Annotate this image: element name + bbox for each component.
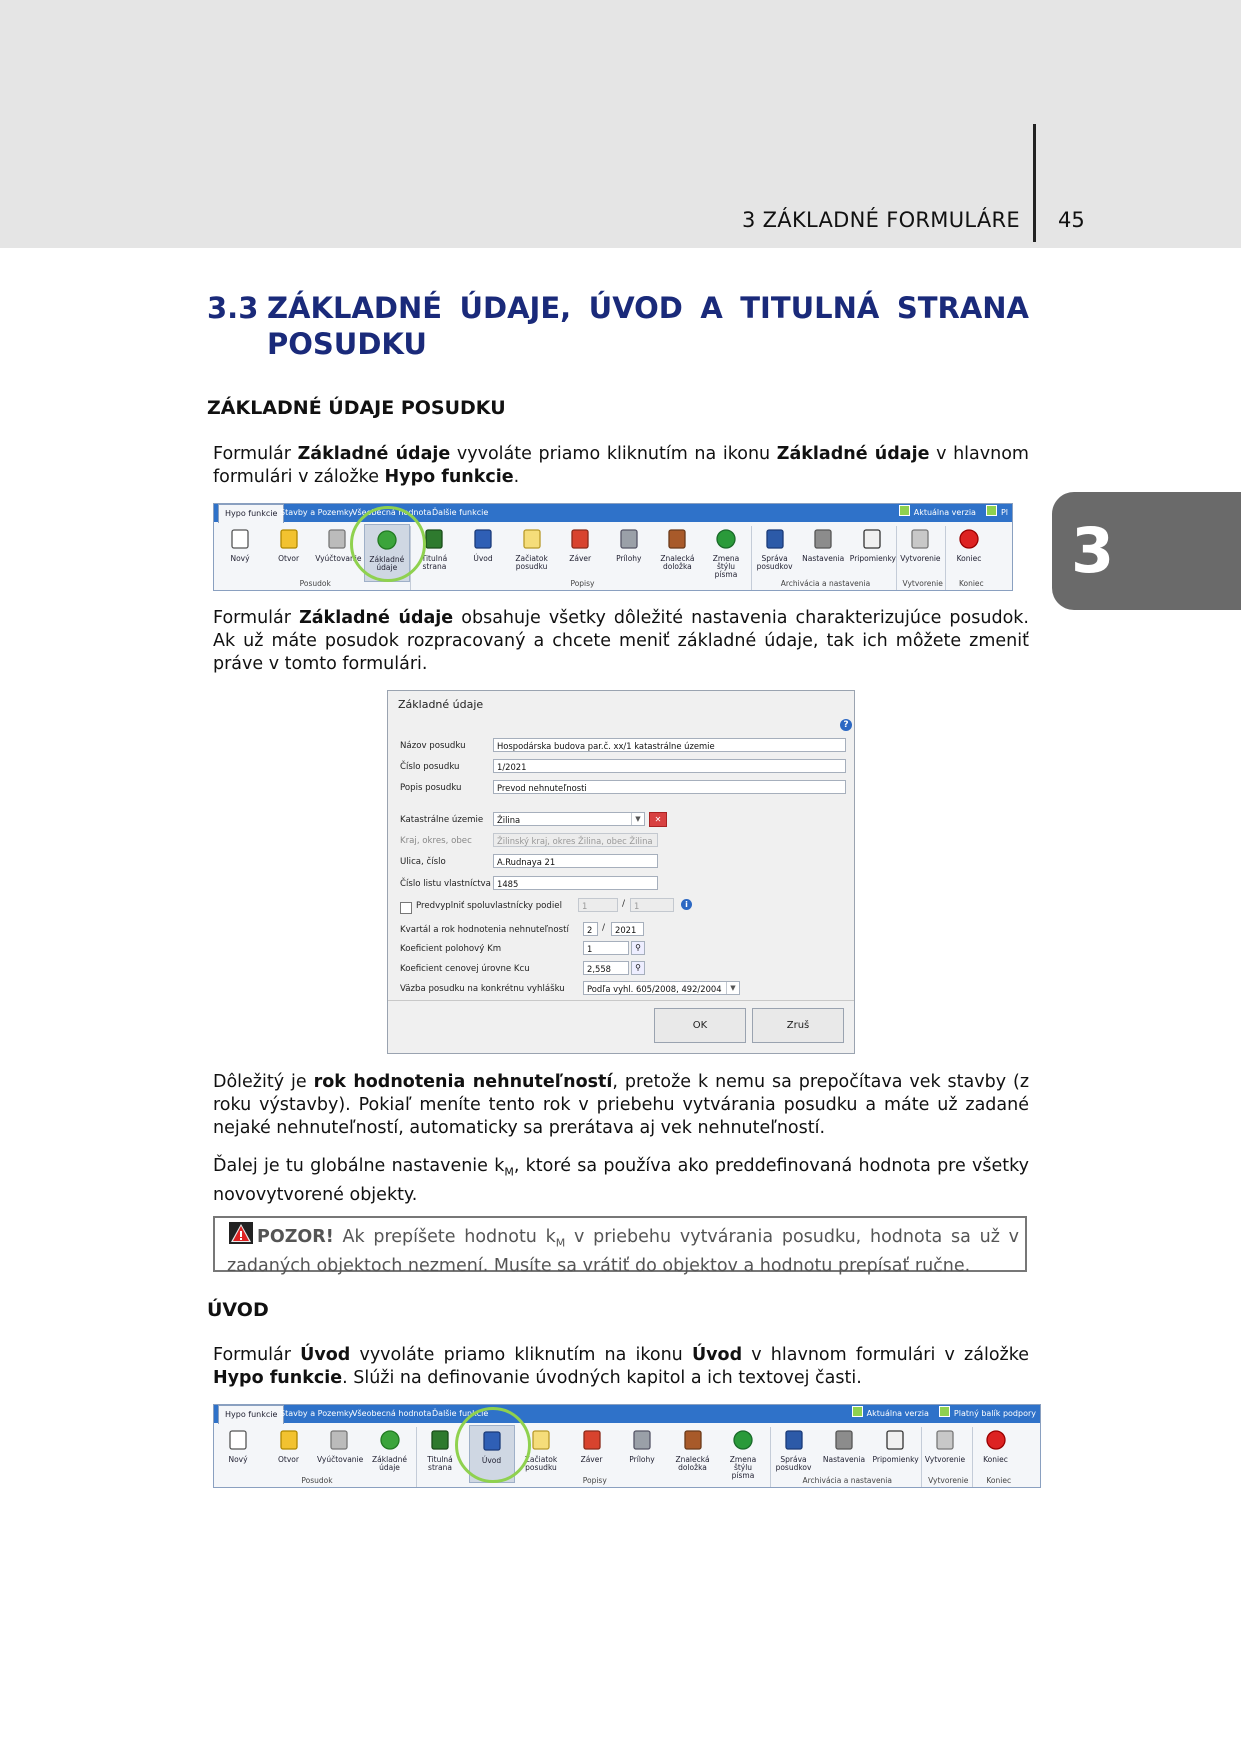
save-icon xyxy=(764,528,786,550)
save-icon xyxy=(783,1429,805,1451)
ribbon-button-9[interactable]: Prílohy xyxy=(620,1425,664,1481)
new-document-icon xyxy=(227,1429,249,1451)
label-nazov-posudku: Názov posudku xyxy=(400,741,466,751)
checkbox-predvyplnit-podiel[interactable] xyxy=(400,902,412,914)
stop-icon xyxy=(958,528,980,550)
ribbon-button-14[interactable]: Pripomienky xyxy=(873,1425,917,1481)
paperclip-icon xyxy=(618,528,640,550)
ribbon-tab-bar xyxy=(214,1405,1040,1423)
warning-box xyxy=(213,1216,1027,1276)
notepad-icon xyxy=(521,528,543,550)
ribbon-button-15[interactable]: Vytvorenie xyxy=(923,1425,967,1481)
ribbon-tab-4[interactable]: Ďalšie funkcie xyxy=(432,1409,489,1418)
envelope-icon xyxy=(326,528,348,550)
label-kvartal-rok: Kvartál a rok hodnotenia nehnuteľností xyxy=(400,925,569,935)
chevron-down-icon: ▼ xyxy=(631,813,644,825)
ribbon-button-12[interactable]: Správa posudkov xyxy=(772,1425,816,1481)
ribbon-group-label: Vytvorenie xyxy=(902,579,943,588)
ribbon-button-16[interactable]: Koniec xyxy=(974,1425,1018,1481)
printer-icon xyxy=(909,528,931,550)
ribbon-button-5[interactable]: Titulná strana xyxy=(412,524,456,580)
label-popis-posudku: Popis posudku xyxy=(400,783,462,793)
label-ulica-cislo: Ulica, číslo xyxy=(400,857,446,867)
refresh-icon xyxy=(715,528,737,550)
ribbon-button-6[interactable]: Úvod xyxy=(469,1425,515,1483)
input-podiel-menovatel: 1 xyxy=(630,898,674,912)
ribbon-button-12[interactable]: Správa posudkov xyxy=(753,524,797,580)
dialog-title: Základné údaje xyxy=(398,698,484,711)
stamp-icon xyxy=(682,1429,704,1451)
ribbon-group-divider xyxy=(770,1427,771,1488)
subheading-uvod: ÚVOD xyxy=(207,1299,269,1321)
ribbon-button-10[interactable]: Znalecká doložka xyxy=(671,1425,715,1481)
ribbon-group-label: Posudok xyxy=(299,579,331,588)
ribbon-group-divider xyxy=(751,526,752,590)
ribbon-button-13[interactable]: Nastavenia xyxy=(822,1425,866,1481)
kvartal-slash: / xyxy=(602,923,606,933)
ribbon-status-item[interactable]: Platný balík podpory xyxy=(953,1409,1036,1418)
input-koeficient-km[interactable]: 1 xyxy=(583,941,629,955)
ribbon-group-divider xyxy=(972,1427,973,1488)
ribbon-tab-1[interactable]: Hypo funkcie xyxy=(218,1405,284,1424)
page-number: 45 xyxy=(1058,208,1085,232)
red-pen-icon xyxy=(581,1429,603,1451)
ribbon-button-7[interactable]: Začiatok posudku xyxy=(510,524,554,580)
ribbon-group-label: Vytvorenie xyxy=(928,1476,969,1485)
refresh-icon xyxy=(732,1429,754,1451)
wrench-icon xyxy=(833,1429,855,1451)
input-koeficient-kcu[interactable]: 2,558 xyxy=(583,961,629,975)
ribbon-group-label: Archivácia a nastavenia xyxy=(802,1476,892,1485)
ribbon-button-1[interactable]: Nový xyxy=(216,1425,260,1481)
ribbon-status-item[interactable]: Pl xyxy=(1000,508,1008,517)
label-cislo-lv: Číslo listu vlastníctva xyxy=(400,879,491,889)
pen-icon xyxy=(472,528,494,550)
ribbon-tab-2[interactable]: Stavby a Pozemky xyxy=(280,508,354,517)
section-title-line2: POSUDKU xyxy=(267,327,427,361)
paragraph-3: Dôležitý je rok hodnotenia nehnuteľností, pretože k nemu sa prepočítava vek stavby (z roku výstavby). Pokiaľ meníte tento rok v priebehu vytvárania posudku a máte už zadané nejaké nehnuteľností, automaticky sa prerátava aj vek nehnuteľností. xyxy=(213,1072,1029,1138)
chapter-thumb-tab xyxy=(1052,492,1241,610)
checkbox-icon xyxy=(986,505,997,516)
ribbon-group-label: Posudok xyxy=(301,1476,333,1485)
book-icon xyxy=(429,1429,451,1451)
ribbon-button-8[interactable]: Záver xyxy=(558,524,602,580)
ribbon-status-area xyxy=(889,504,1008,522)
paragraph-5: Formulár Úvod vyvoláte priamo kliknutím na ikonu Úvod v hlavnom formulári v záložke Hypo funkcie. Slúži na definovanie úvodných kapitol a ich textovej časti. xyxy=(213,1345,1029,1388)
select-katastralne-uzemie[interactable]: Žilina ▼ xyxy=(493,812,645,826)
ribbon-button-9[interactable]: Prílohy xyxy=(607,524,651,580)
label-katastralne-uzemie: Katastrálne územie xyxy=(400,815,484,825)
stamp-icon xyxy=(666,528,688,550)
printer-icon xyxy=(934,1429,956,1451)
ribbon-button-2[interactable]: Otvor xyxy=(267,1425,311,1481)
envelope-icon xyxy=(328,1429,350,1451)
chevron-down-icon: ▼ xyxy=(726,982,739,994)
folder-open-icon xyxy=(278,1429,300,1451)
dialog-separator xyxy=(388,1000,854,1001)
checkbox-icon xyxy=(899,505,910,516)
ribbon-screenshot-2 xyxy=(213,1404,1041,1488)
zakladne-udaje-dialog xyxy=(387,690,855,1054)
wrench-icon xyxy=(812,528,834,550)
ribbon-button-8[interactable]: Záver xyxy=(570,1425,614,1481)
ribbon-button-3[interactable]: Vyúčtovanie xyxy=(315,524,359,580)
ribbon-button-16[interactable]: Koniec xyxy=(947,524,991,580)
ribbon-tab-3[interactable]: Všeobecná hodnota xyxy=(352,508,432,517)
clear-icon[interactable]: ✕ xyxy=(649,812,667,827)
ribbon-button-11[interactable]: Zmena štýlu písma xyxy=(721,1425,765,1481)
search-icon[interactable]: ⚲ xyxy=(631,941,645,955)
ribbon-group-label: Popisy xyxy=(582,1476,607,1485)
red-pen-icon xyxy=(569,528,591,550)
ribbon-button-2[interactable]: Otvor xyxy=(267,524,311,580)
ribbon-button-10[interactable]: Znalecká doložka xyxy=(655,524,699,580)
paperclip-icon xyxy=(631,1429,653,1451)
paragraph-2: Formulár Základné údaje obsahuje všetky dôležité nastavenia charakterizujúce posudok. Ak už máte posudok rozpracovaný a chcete meniť základné údaje, tak ich môžete zmeniť práve v tomto formulári. xyxy=(213,608,1029,674)
input-rok-hodnotenia[interactable]: 2021 xyxy=(611,922,644,936)
ribbon-button-3[interactable]: Vyúčtovanie xyxy=(317,1425,361,1481)
label-cislo-posudku: Číslo posudku xyxy=(400,762,460,772)
ribbon-button-4[interactable]: Základné údaje xyxy=(364,524,410,582)
ribbon-button-5[interactable]: Titulná strana xyxy=(418,1425,462,1481)
header-divider xyxy=(1033,124,1036,242)
warning-text: POZOR! Ak prepíšete hodnotu $k_M$ v priebehu vytvárania posudku, hodnota sa už v zadaných objektoch nezmení. Musíte sa vrátiť do objektov a hodnotu prepísať ručne. xyxy=(227,1227,1019,1276)
input-cislo-posudku[interactable]: 1/2021 xyxy=(493,759,846,773)
help-icon[interactable]: ? xyxy=(840,719,852,731)
label-koeficient-km: Koeficient polohový Km xyxy=(400,944,502,954)
ribbon-status-item[interactable]: Aktuálna verzia xyxy=(866,1409,929,1418)
ribbon-group-divider xyxy=(945,526,946,590)
running-header-chapter: 3 ZÁKLADNÉ FORMULÁRE xyxy=(741,208,1020,232)
ribbon-group-divider xyxy=(896,526,897,590)
subheading-zakladne-udaje: ZÁKLADNÉ ÚDAJE POSUDKU xyxy=(207,397,506,419)
fraction-slash: / xyxy=(622,899,626,909)
ribbon-button-11[interactable]: Zmena štýlu písma xyxy=(704,524,748,580)
new-document-icon xyxy=(229,528,251,550)
ribbon-tab-bar xyxy=(214,504,1012,522)
ribbon-group-label: Popisy xyxy=(570,579,595,588)
page-header-band xyxy=(0,0,1241,248)
label-koeficient-kcu: Koeficient cenovej úrovne Kcu xyxy=(400,964,530,974)
ribbon-group-divider xyxy=(416,1427,417,1488)
section-number: 3.3 xyxy=(207,291,259,325)
paragraph-4: Ďalej je tu globálne nastavenie $k_M$, ktoré sa používa ako preddefinovaná hodnota pre všetky novovytvorené objekty. xyxy=(213,1156,1029,1205)
ribbon-group-divider xyxy=(921,1427,922,1488)
green-highlight-circle xyxy=(350,506,426,582)
ribbon-button-7[interactable]: Začiatok posudku xyxy=(519,1425,563,1481)
notepad-icon xyxy=(530,1429,552,1451)
ribbon-button-14[interactable]: Pripomienky xyxy=(850,524,894,580)
ribbon-group-label: Koniec xyxy=(958,579,984,588)
label-vazba-vyhlaska: Väzba posudku na konkrétnu vyhlášku xyxy=(400,984,565,994)
input-nazov-posudku[interactable]: Hospodárska budova par.č. xx/1 katastrálne územie xyxy=(493,738,846,752)
input-kraj-okres-obec: Žilinský kraj, okres Žilina, obec Žilina xyxy=(493,833,658,847)
ribbon-status-area xyxy=(842,1405,1036,1423)
chapter-thumb-label: 3 xyxy=(1071,514,1115,587)
ribbon-status-item[interactable]: Aktuálna verzia xyxy=(913,508,976,517)
ribbon-button-1[interactable]: Nový xyxy=(218,524,262,580)
ok-button[interactable]: OK xyxy=(654,1008,746,1043)
input-cislo-lv[interactable]: 1485 xyxy=(493,876,658,890)
cancel-button[interactable]: Zruš xyxy=(752,1008,844,1043)
select-vazba-vyhlaska[interactable]: Podľa vyhl. 605/2008, 492/2004 ▼ xyxy=(583,981,740,995)
input-kvartal[interactable]: 2 xyxy=(583,922,598,936)
checkbox-icon xyxy=(852,1406,863,1417)
calendar-icon xyxy=(884,1429,906,1451)
ribbon-button-6[interactable]: Úvod xyxy=(461,524,505,580)
ribbon-button-4[interactable]: Základné údaje xyxy=(368,1425,412,1481)
label-kraj-okres-obec: Kraj, okres, obec xyxy=(400,836,472,846)
green-highlight-circle xyxy=(455,1407,531,1483)
ribbon-tab-1[interactable]: Hypo funkcie xyxy=(218,504,284,523)
ribbon-tab-4[interactable]: Ďalšie funkcie xyxy=(432,508,489,517)
book-icon xyxy=(423,528,445,550)
ribbon-tab-3[interactable]: Všeobecná hodnota xyxy=(352,1409,432,1418)
label-predvyplnit-podiel: Predvyplniť spoluvlastnícky podiel xyxy=(416,901,562,911)
input-podiel-citatel: 1 xyxy=(578,898,618,912)
ribbon-tab-2[interactable]: Stavby a Pozemky xyxy=(280,1409,354,1418)
calendar-icon xyxy=(861,528,883,550)
search-icon[interactable]: ⚲ xyxy=(631,961,645,975)
ribbon-group-label: Archivácia a nastavenia xyxy=(780,579,871,588)
paragraph-1: Formulár Základné údaje vyvoláte priamo kliknutím na ikonu Základné údaje v hlavnom formulári v záložke Hypo funkcie. xyxy=(213,444,1029,487)
ribbon-screenshot-1 xyxy=(213,503,1013,591)
input-popis-posudku[interactable]: Prevod nehnuteľnosti xyxy=(493,780,846,794)
input-ulica-cislo[interactable]: A.Rudnaya 21 xyxy=(493,854,658,868)
ribbon-button-15[interactable]: Vytvorenie xyxy=(898,524,942,580)
ribbon-group-label: Koniec xyxy=(986,1476,1012,1485)
ribbon-button-13[interactable]: Nastavenia xyxy=(801,524,845,580)
folder-open-icon xyxy=(278,528,300,550)
info-icon[interactable]: i xyxy=(681,899,692,910)
stop-icon xyxy=(985,1429,1007,1451)
checkbox-icon xyxy=(939,1406,950,1417)
section-title-line1: ZÁKLADNÉ ÚDAJE, ÚVOD A TITULNÁ STRANA xyxy=(267,291,1029,325)
info-icon xyxy=(379,1429,401,1451)
